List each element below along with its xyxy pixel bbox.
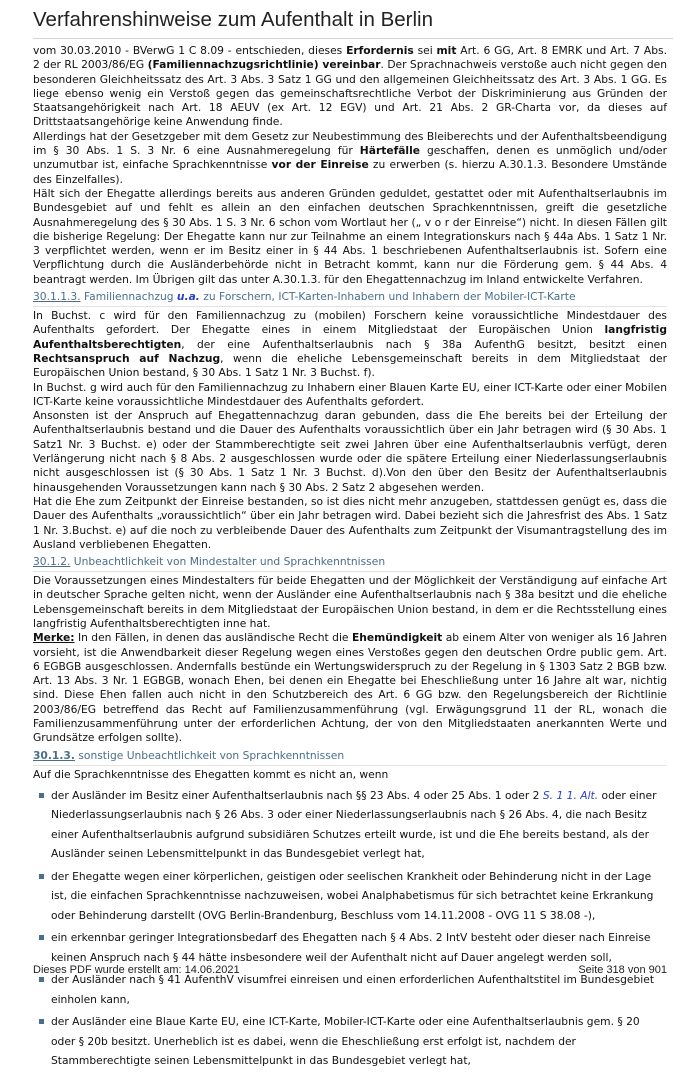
condition-list [33,786,667,1071]
paragraph: In Buchst. g wird auch für den Familiennachzug zu Inhabern einer Blauen Karte EU, einer ICT-Karte oder einer Mobilen ICT-Karte keine voraussichtliche Mindestdauer des Aufenthalts gefordert. [33,380,667,408]
heading-link[interactable]: u.a. [176,290,200,304]
section-number-link[interactable]: 30.1.3. [33,748,75,762]
reference-link[interactable]: S. 1 1. Alt. [542,788,599,802]
text: , der eine Aufenthaltserlaubnis nach § 38a AufenthG besitzt, besitzt einen [181,337,667,351]
footer-page-number: Seite 318 von 901 [578,964,667,976]
paragraph [33,309,667,380]
section-heading-30-1-2 [33,555,667,572]
text: zu erwerben (s. hierzu A.30.1.3. Besondere Umstände des Einzelfalles). [33,158,667,186]
paragraph [33,130,667,187]
text: Art. 6 GG, Art. 8 EMRK und Art. 7 Abs. 2 der RL 2003/86/EG [33,44,667,72]
text: In Buchst. c wird für den Familiennachzug zu (mobilen) Forschern keine voraussichtliche Mindestdauer des Aufenthalts gefordert. Der Ehegatte eines in einem Mitgliedstaat der Europäischen Union [33,309,667,337]
heading-text: sonstige Unbeachtlichkeit von Sprachkenntnissen [74,748,345,762]
emphasis: mit [436,44,457,57]
footer-created-date: Dieses PDF wurde erstellt am: 14.06.2021 [33,964,240,976]
text: . Der Sprachnachweis verstoße auch nicht gegen den besonderen Gleichheitssatz des Art. 3 Abs. 3 Satz 1 GG und den allgemeinen Gleichheitssatz des Art. 3 Abs. 1 GG. Es liege ebenso wenig ein Verstoß gegen das gemeinschaftsrechtliche Verbot der Diskriminierung aus Gründen der Staatsangehörigkeit nach Art. 18 AEUV (ex Art. 12 EGV) und Art. 21 Abs. 2 GR-Charta vor, da dieses auf Drittstaatsangehörige keine Anwendung finde. [33,58,667,129]
list-item: ein erkennbar geringer Integrationsbedarf des Ehegatten nach § 4 Abs. 2 IntV besteht oder dieser nach Einreise keinen Anspruch nach § 44 hätte insbesondere weil der Aufenthalt nicht auf Dauer angelegt werden soll, [47,928,667,967]
section-number-link[interactable]: 30.1.1.3. [33,290,81,304]
text: oder einer Niederlassungserlaubnis nach § 26 Abs. 3 oder einer Niederlassungserlaubnis nach § 26 Abs. 4, die nach Besitz einer Aufenthaltserlaubnis aufgrund subsidiären Schutzes erteilt wurde, ist und die Ehe bereits bestand, als der Ausländer seinen Lebensmittelpunkt in das Bundesgebiet verlegt hat, [51,788,657,861]
list-item [47,786,667,864]
document-body [33,44,667,1074]
paragraph [33,44,667,130]
paragraph: Die Voraussetzungen eines Mindestalters für beide Ehegatten und der Möglichkeit der Verständigung auf einfache Art in deutscher Sprache gelten nicht, wenn der Ausländer eine Aufenthaltserlaubnis nach § 38a besitzt und die eheliche Lebensgemeinschaft bereits in dem Mitgliedstaat der Europäischen Union bestand, in dem er die Rechtsstellung eines langfristig Aufenthaltsberechtigten inne hat. [33,574,667,630]
emphasis: Erfordernis [346,44,414,57]
page-title: Verfahrenshinweise zum Aufenthalt in Berlin [33,8,673,39]
text: Allerdings hat der Gesetzgeber mit dem Gesetz zur Neubestimmung des Bleiberechts und der Aufenthaltsbeendigung im § 30 Abs. 1 S. 3 Nr. 6 eine Ausnahmeregelung für [33,129,667,158]
text: geschaffen, denen es unmöglich und/oder unzumutbar ist, einfache Sprachkenntnisse [33,144,667,172]
text: vom 30.03.2010 - BVerwG 1 C 8.09 - entschieden, dieses [33,44,347,57]
text: , wenn die eheliche Lebensgemeinschaft bereits in dem Mitgliedstaat der Europäischen Union bestand, § 30 Abs. 1 Satz 1 Nr. 3 Buchst. f). [33,351,667,380]
list-item: der Ausländer nach § 41 AufenthV visumfrei einreisen und einen erforderlichen Aufenthaltstitel im Bundesgebiet einholen kann, [47,970,667,1009]
emphasis: (Familiennachzugsrichtlinie) vereinbar [147,58,381,72]
heading-text: Unbeachtlichkeit von Mindestalter und Sprachkenntnissen [70,555,386,569]
text: In den Fällen, in denen das ausländische Recht die [74,631,352,645]
text: sei [413,44,437,57]
paragraph: Ansonsten ist der Anspruch auf Ehegattennachzug daran gebunden, dass die Ehe bereits bei der Erteilung der Aufenthaltserlaubnis bestand und die Dauer des Aufenthalts voraussichtlich über ein Jahr betragen wird (§ 30 Abs. 1 Satz1 Nr. 3 Buchst. e) oder der Stammberechtigte seit zwei Jahren über eine Aufenthaltserlaubnis verfügt, deren Verlängerung nicht nach § 8 Abs. 2 ausgeschlossen wurde oder die spätere Erteilung einer Niederlassungserlaubnis nicht ausgeschlossen ist (§ 30 Abs. 1 Satz 1 Nr. 3 Buchst. d).Von den über den Besitz der Aufenthaltserlaubnis hinausgehenden Voraussetzungen kann nach § 30 Abs. 2 Satz 2 abgesehen werden. [33,409,667,494]
paragraph: Hat die Ehe zum Zeitpunkt der Einreise bestanden, so ist dies nicht mehr anzugeben, stattdessen genügt es, dass die Dauer des Aufenthalts „voraussichtlich“ über ein Jahr betragen wird. Dabei bezieht sich die Jahresfrist des Abs. 1 Satz 1 Nr. 3.Buchst. e) auf die noch zu verbleibende Dauer des Aufenthalts zum Zeitpunkt der Visumantragstellung des im Ausland verbliebenen Ehegatten. [33,494,667,551]
section-number-link[interactable]: 30.1.2. [33,555,71,569]
paragraph: Auf die Sprachkenntnisse des Ehegatten kommt es nicht an, wenn [33,767,389,781]
merke-label: Merke: [33,631,75,645]
list-item: der Ausländer eine Blaue Karte EU, eine ICT-Karte, Mobiler-ICT-Karte oder eine Aufenthaltserlaubnis gem. § 20 oder § 20b besitzt. Unerheblich ist es dabei, wenn die Eheschließung erst erfolgt ist, nachdem der Stammberechtigte seinen Lebensmittelpunkt in das Bundesgebiet verlegt hat, [47,1012,667,1071]
heading-text: zu Forschern, ICT-Karten-Inhabern und Inhabern der Mobiler-ICT-Karte [199,290,576,304]
heading-text: Familiennachzug [80,290,177,304]
emphasis: Ehemündigkeit [351,631,443,645]
section-heading-30-1-1-3 [33,290,667,307]
paragraph: Hält sich der Ehegatte allerdings bereits aus anderen Gründen geduldet, gestattet oder mit Aufenthaltserlaubnis im Bundesgebiet auf und fehlt es allein an den einfachen deutschen Sprachkenntnissen, greift die gesetzliche Ausnahmeregelung des § 30 Abs. 1 S. 3 Nr. 6 schon vom Wortlaut her („ v o r der Einreise“) nicht. In diesen Fällen gilt die bisherige Regelung: Der Ehegatte kann nur zur Teilnahme an einem Integrationskurs nach § 44a Abs. 1 Satz 1 Nr. 3 verpflichtet werden, wenn er im Besitz einer in § 44 Abs. 1 beschriebenen Aufenthaltserlaubnis ist. Sofern eine Verpflichtung durch die Ausländerbehörde nicht in Betracht kommt, kann nur die Förderung gem. § 44 Abs. 4 beantragt werden. Im Übrigen gilt das unter A.30.1.3. für den Ehegattennachzug im Inland entwickelte Verfahren. [33,186,667,286]
text: ab einem Alter von weniger als 16 Jahren vorsieht, ist die Anwendbarkeit dieser Regelung wegen eines Verstoßes gegen den deutschen Ordre public gem. Art. 6 EGBGB ausgeschlossen. Andernfalls bestünde ein Wertungswiderspruch zu der Regelung in § 1303 Satz 2 BGB bzw. Art. 13 Abs. 3 Nr. 1 EGBGB, wonach Ehen, bei denen ein Ehegatte bei Eheschließung unter 16 Jahre alt war, nichtig sind. Diese Ehen fallen auch nicht in den Schutzbereich des Art. 6 GG bzw. den Regelungsbereich der Richtlinie 2003/86/EG betreffend das Recht auf Familienzusammenführung (vgl. Erwägungsgrund 11 der RL, wonach die Familienzusammenführung unter der erforderlichen Achtung, der von den Mitgliedstaaten anerkannten Werte und Grundsätze erfolgen sollte). [33,631,668,745]
emphasis: vor der Einreise [271,158,369,172]
paragraph [33,631,667,745]
emphasis: langfristig Aufenthaltsberechtigten [33,323,667,351]
list-item: der Ehegatte wegen einer körperlichen, geistigen oder seelischen Krankheit oder Behinderung nicht in der Lage ist, die einfachen Sprachkenntnisse nachzuweisen, wobei Analphabetismus für sich betrachtet keine Erkrankung oder Behinderung darstellt (OVG Berlin-Brandenburg, Beschluss vom 14.11.2008 - OVG 11 S 38.08 -), [47,867,667,926]
text: der Ausländer im Besitz einer Aufenthaltserlaubnis nach §§ 23 Abs. 4 oder 25 Abs. 1 oder 2 [51,788,543,802]
emphasis: Rechtsanspruch auf Nachzug [33,351,221,365]
section-heading-30-1-3 [33,749,667,766]
emphasis: Härtefälle [359,144,421,158]
